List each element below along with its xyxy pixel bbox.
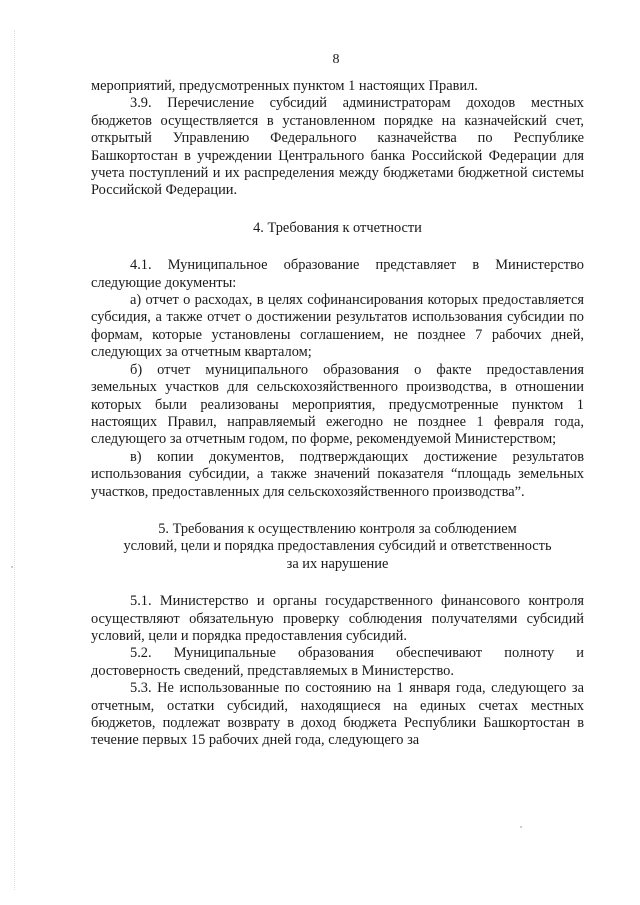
section-5-heading-line3: за их нарушение [286, 555, 389, 572]
section-5-heading-line1: 5. Требования к осуществлению контроля за соблюдением [158, 520, 517, 537]
paragraph-5-3: 5.3. Не использованные по состоянию на 1 января года, следующего за отчетным, остатки субсидий, находящиеся на единых счетах местных бюджетов, подлежат возврату в доход бюджета Республики Башкортостан в течение первых 15 рабочих дней года, следующего за [91, 680, 584, 749]
section-4-heading: 4. Требования к отчетности [253, 219, 422, 236]
scan-speck [520, 826, 522, 828]
paragraph-4-1: 4.1. Муниципальное образование представляет в Министерство следующие документы: [91, 257, 584, 291]
scan-binding-marks [14, 30, 17, 890]
item-v: в) копии документов, подтверждающих достижение результатов использования субсидии, а также значений показателя “площадь земельных участков, предоставленных для сельскохозяйственного производства”. [91, 448, 584, 500]
paragraph-5-2: 5.2. Муниципальные образования обеспечивают полноту и достоверность сведений, представляемых в Министерство. [91, 645, 584, 679]
paragraph-continuation: мероприятий, предусмотренных пунктом 1 настоящих Правил. [91, 78, 478, 94]
page-number: 8 [332, 52, 340, 67]
item-a: а) отчет о расходах, в целях софинансирования которых предоставляется субсидия, а также отчет о достижении результатов использования субсидии по формам, которые установлены соглашением, не позднее 7 рабочих дней, следующих за отчетным кварталом; [91, 292, 584, 361]
item-b: б) отчет муниципального образования о факте предоставления земельных участков для сельскохозяйственного производства, в отношении которых были реализованы мероприятия, предусмотренные пунктом 1 настоящих Правил, направляемый ежегодно не позднее 1 февраля года, следующего за отчетным годом, по форме, рекомендуемой Министерством; [91, 361, 584, 448]
paragraph-3-9: 3.9. Перечисление субсидий администраторам доходов местных бюджетов осуществляется в установленном порядке на казначейский счет, открытый Управлению Федерального казначейства по Республике Башкортостан в учреждении Центрального банка Российской Федерации для учета поступлений и их распределения между бюджетами бюджетной системы Российской Федерации. [91, 95, 584, 199]
paragraph-5-1: 5.1. Министерство и органы государственного финансового контроля осуществляют обязательную проверку соблюдения получателями субсидий условий, цели и порядка предоставления субсидий. [91, 593, 584, 644]
document-body [91, 78, 584, 750]
section-5-heading-line2: условий, цели и порядка предоставления субсидий и ответственность [123, 538, 552, 555]
scan-speck [11, 566, 13, 568]
